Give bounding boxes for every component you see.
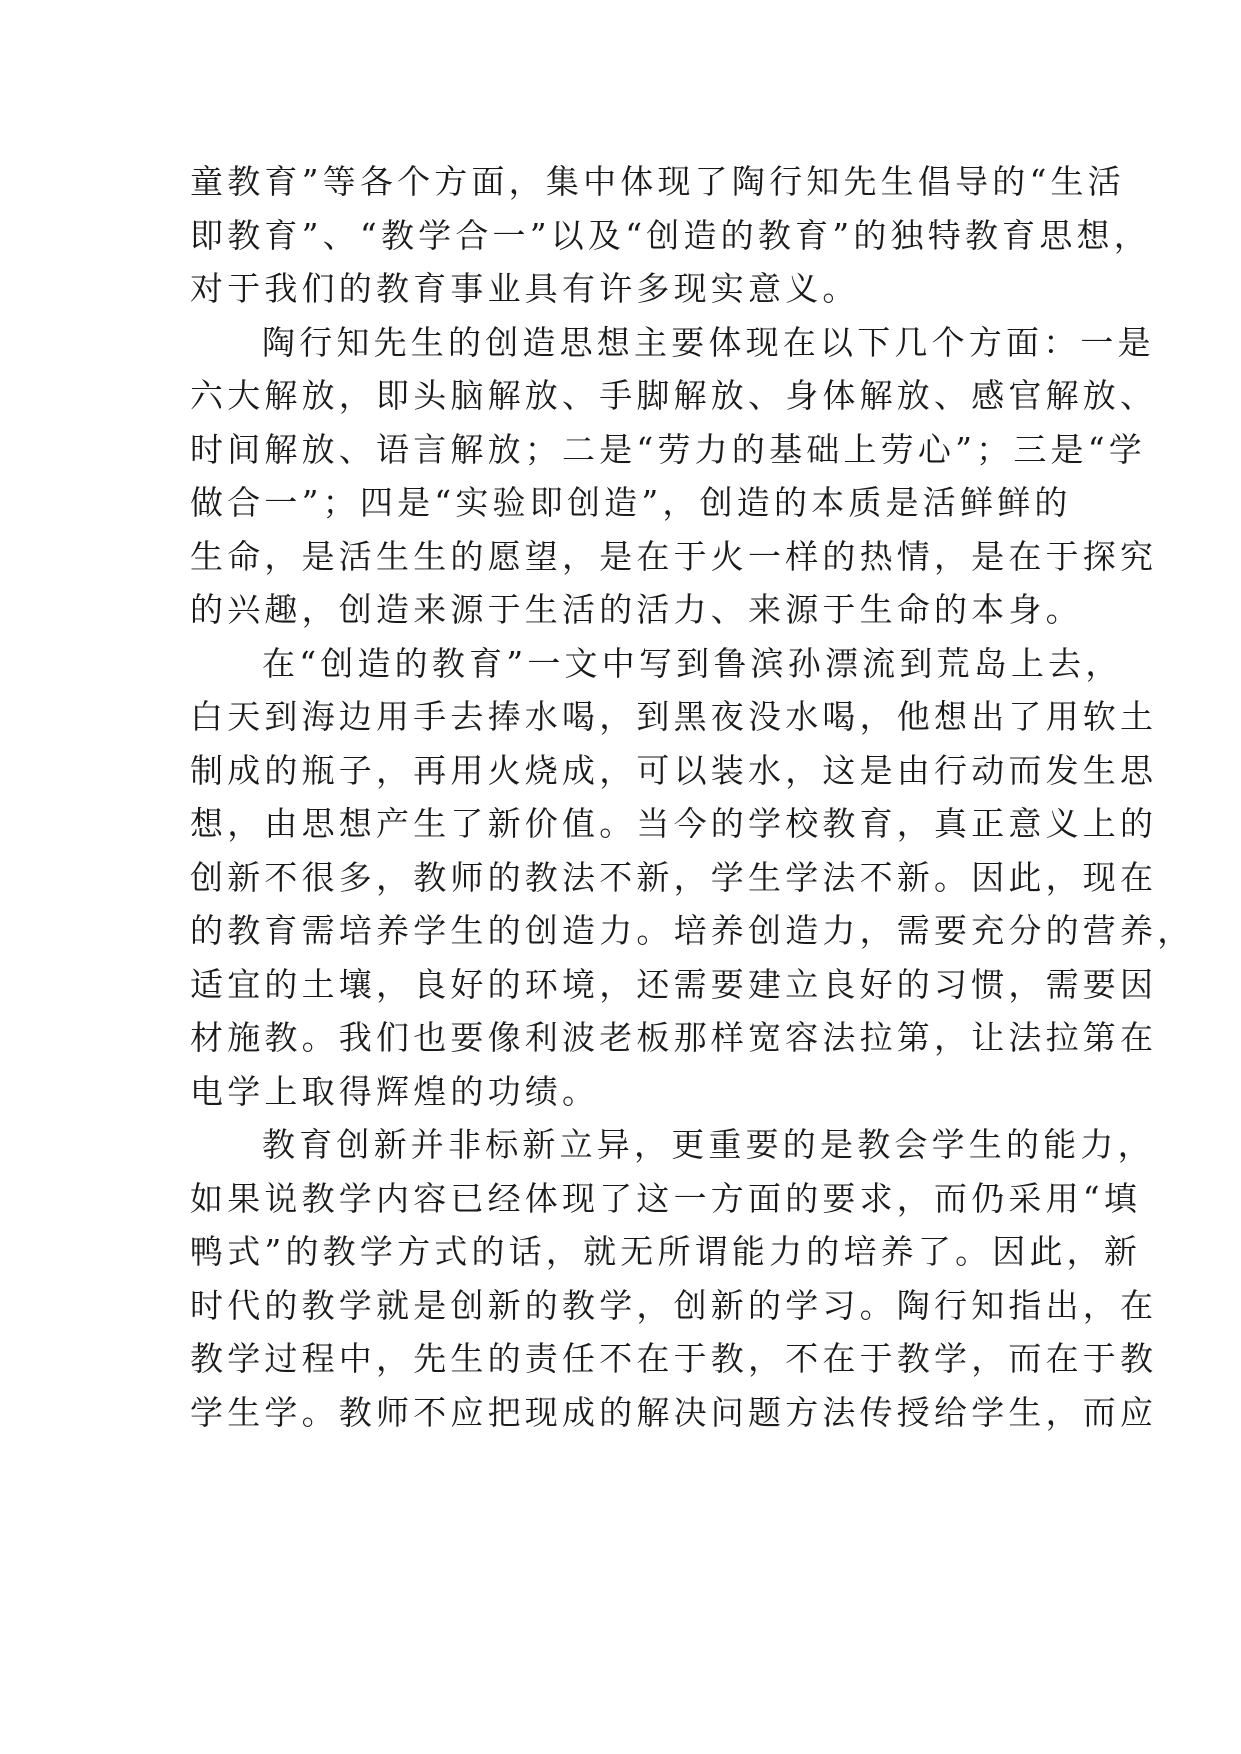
text-line: 童教育”等各个方面，集中体现了陶行知先生倡导的“生活 <box>190 162 1125 201</box>
text-line: 教学过程中，先生的责任不在于教，不在于教学，而在于教 <box>190 1339 1158 1378</box>
text-line: 创新不很多，教师的教法不新，学生学法不新。因此，现在 <box>190 857 1158 897</box>
text-line: 六大解放，即头脑解放、手脚解放、身体解放、感官解放、 <box>190 376 1158 415</box>
text-line: 对于我们的教育事业具有许多现实意义。 <box>190 269 860 308</box>
paragraph-first-line: 陶行知先生的创造思想主要体现在以下几个方面：一是 <box>262 322 1155 362</box>
text-line: 即教育”、“教学合一”以及“创造的教育”的独特教育思想， <box>190 215 1151 255</box>
text-line: 制成的瓶子，再用火烧成，可以装水，这是由行动而发生思 <box>190 750 1158 790</box>
text-line: 时代的教学就是创新的教学，创新的学习。陶行知指出，在 <box>190 1285 1158 1325</box>
text-line: 做合一”；四是“实验即创造”，创造的本质是活鲜鲜的 <box>190 483 1072 522</box>
text-line: 的兴趣，创造来源于生活的活力、来源于生命的本身。 <box>190 590 1083 629</box>
body-text <box>190 155 1195 1439</box>
text-line: 适宜的土壤，良好的环境，还需要建立良好的习惯，需要因 <box>190 964 1158 1004</box>
text-line: 生命，是活生生的愿望，是在于火一样的热情，是在于探究 <box>190 536 1158 576</box>
text-line: 想，由思想产生了新价值。当今的学校教育，真正意义上的 <box>190 804 1158 843</box>
paragraph-first-line: 在“创造的教育”一文中写到鲁滨孙漂流到荒岛上去， <box>262 643 1123 683</box>
text-line: 时间解放、语言解放；二是“劳力的基础上劳心”；三是“学 <box>190 429 1147 469</box>
text-line: 电学上取得辉煌的功绩。 <box>190 1071 600 1111</box>
text-line: 鸭式”的教学方式的话，就无所谓能力的培养了。因此，新 <box>190 1232 1142 1271</box>
text-line: 的教育需培养学生的创造力。培养创造力，需要充分的营养， <box>190 911 1195 950</box>
text-line: 材施教。我们也要像利波老板那样宽容法拉第，让法拉第在 <box>190 1018 1158 1057</box>
paragraph-first-line: 教育创新并非标新立异，更重要的是教会学生的能力， <box>262 1125 1155 1164</box>
text-line: 学生学。教师不应把现成的解决问题方法传授给学生，而应 <box>190 1392 1158 1432</box>
text-line: 白天到海边用手去捧水喝，到黑夜没水喝，他想出了用软土 <box>190 697 1158 736</box>
text-line: 如果说教学内容已经体现了这一方面的要求，而仍采用“填 <box>190 1178 1142 1218</box>
